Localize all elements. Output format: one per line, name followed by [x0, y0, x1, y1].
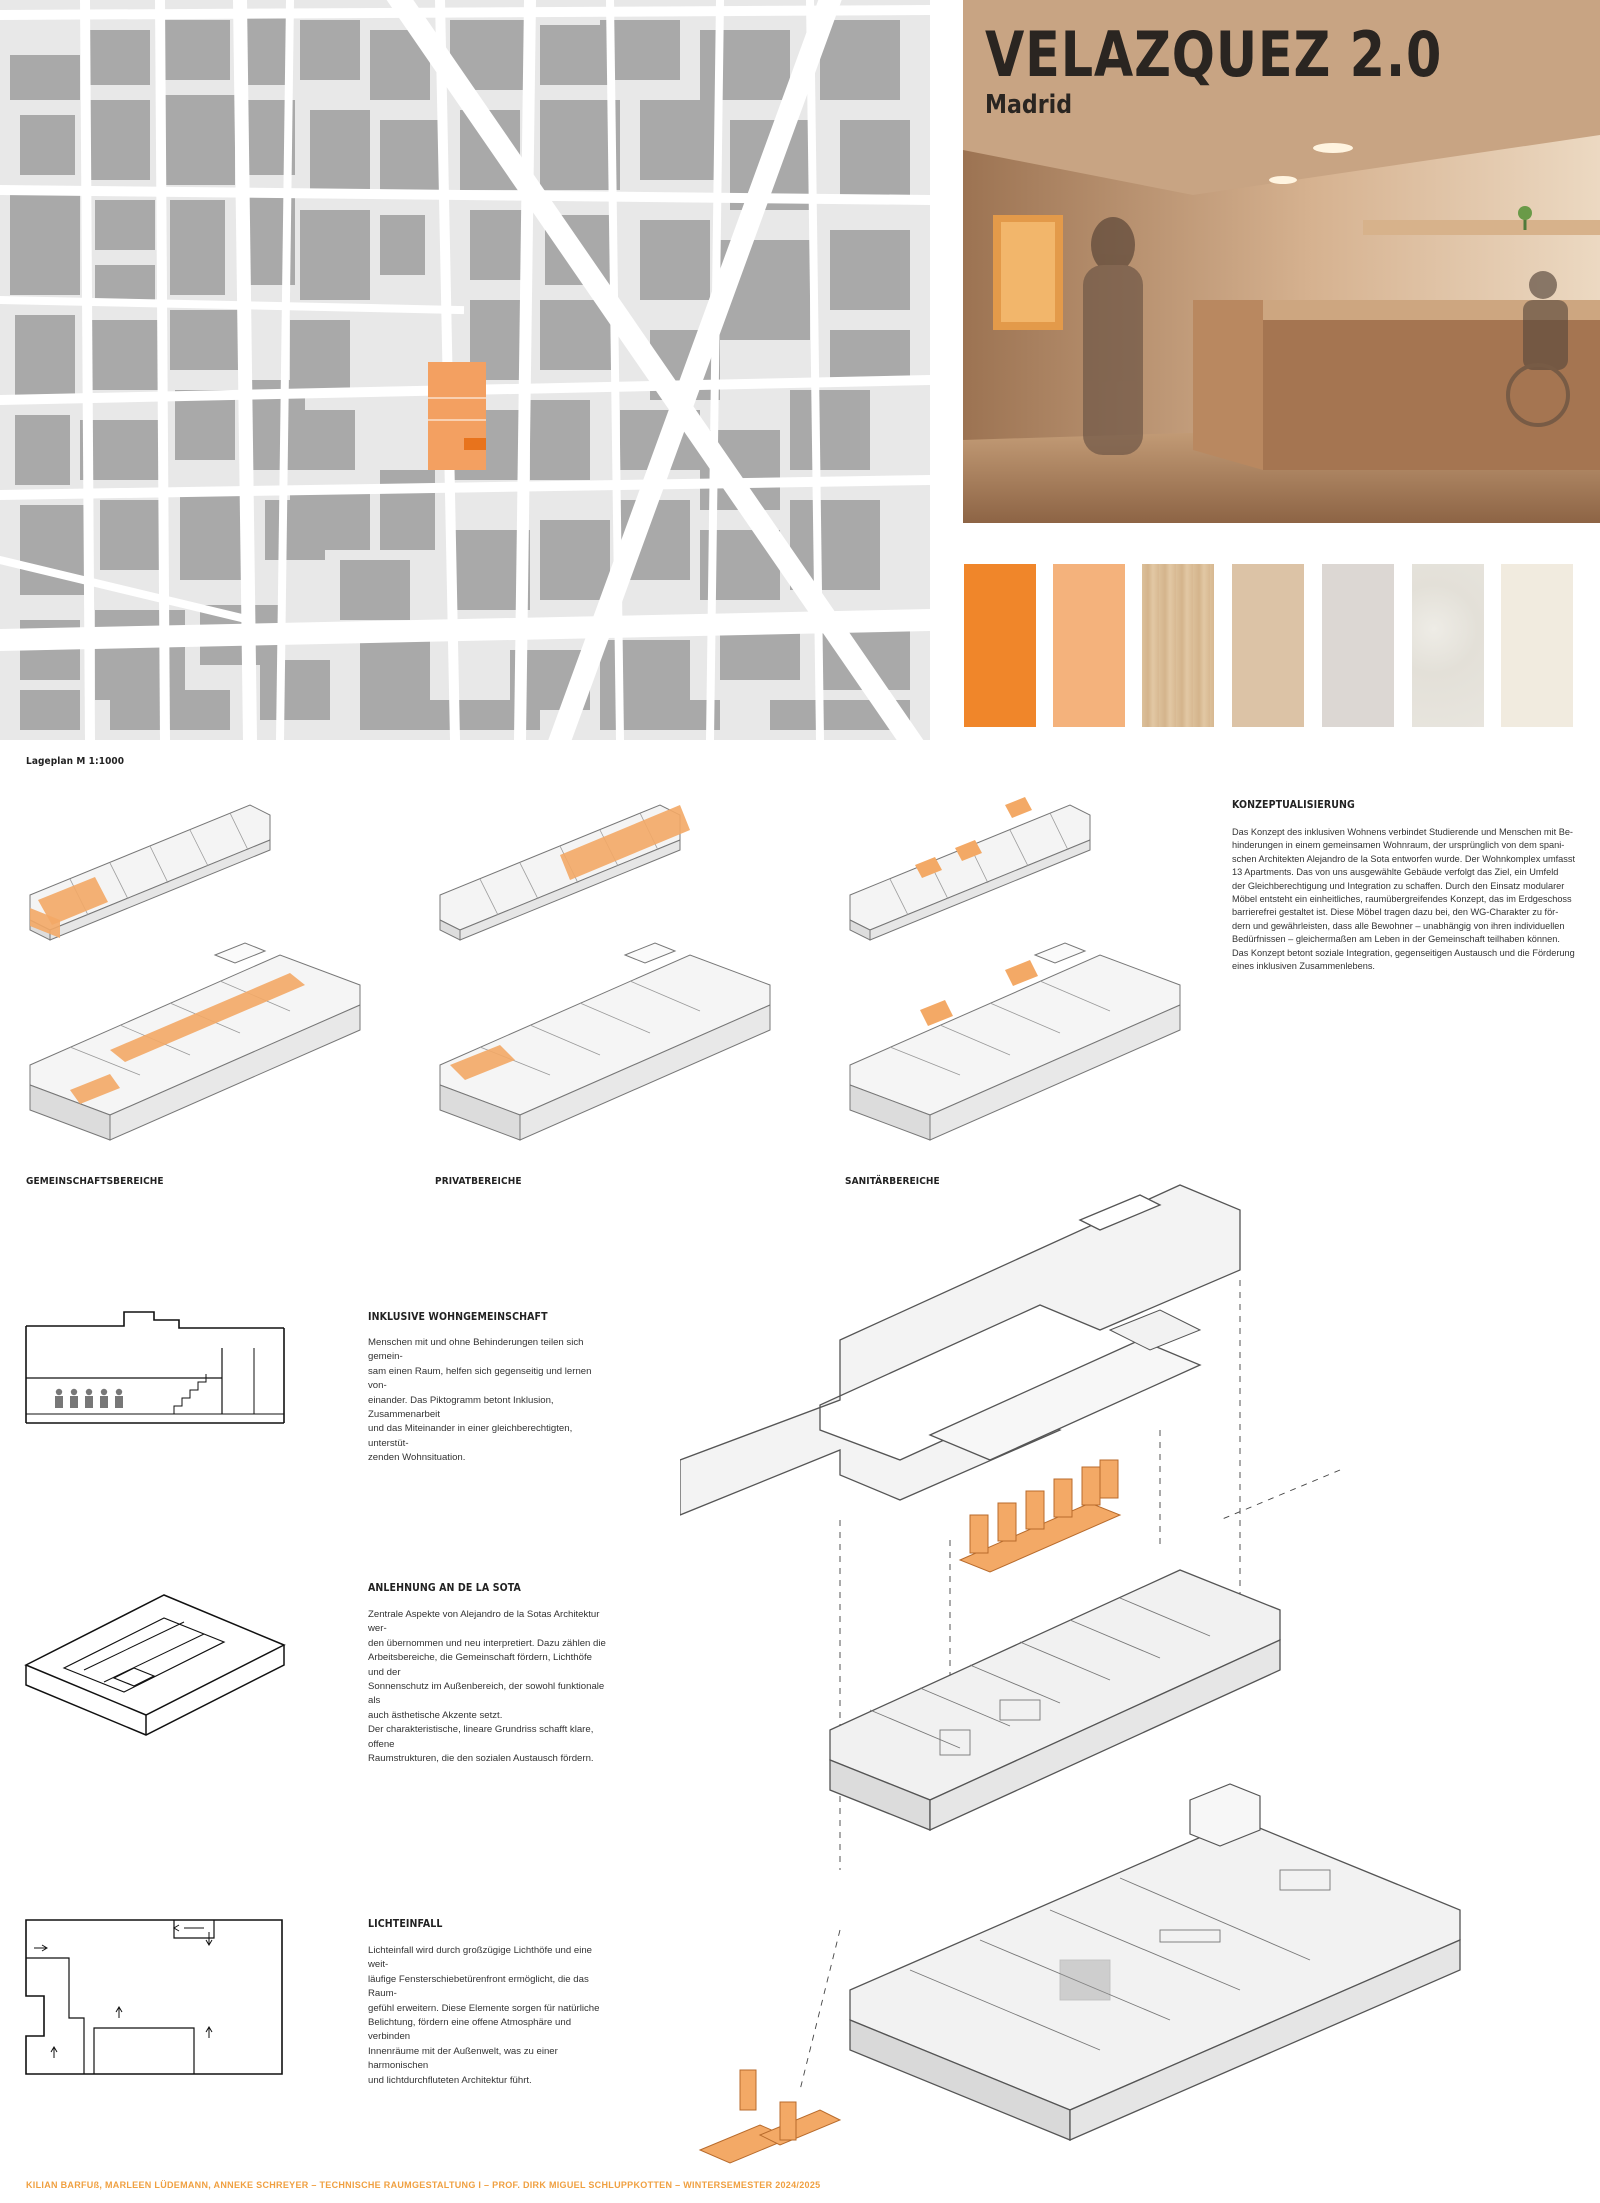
concept-text: Das Konzept des inklusiven Wohnens verbindet Studierende und Menschen mit Be- hinderungen in einem gemeinsamen Wohnraum, der ursprünglich von dem spani- schen Architekten Alejandro de la Sota entworfen wurde. Der Wohnkomplex umfasst 13 Apartments. Das von uns ausgewählte Gebäude verfolgt das Ziel, ein Umfeld der Gleichberechtigung und Integration zu schaffen. Durch den Einsatz modularer Möbel entsteht ein einheitliches, raumübergreifendes Konzept, das im Erdgeschoss barrierefrei gestaltet ist. Diese Möbel tragen dazu bei, den WG-Charakter zu för- dern und gewährleisten, dass alle Bewohner – unabhängig von ihren individuellen Bedürfnissen – gleichermaßen am Leben in der Gemeinschaft teilhaben können. Das Konzept betont soziale Integration, gegenseitigen Austausch und die Förderung eines inklusiven Zusammenlebens.	[1232, 827, 1576, 972]
swatch-light-orange	[1053, 564, 1125, 727]
site-plan-map	[0, 0, 930, 740]
section-1-heading: INKLUSIVE WOHNGEMEINSCHAFT	[368, 1311, 548, 1323]
swatch-cream	[1501, 564, 1573, 727]
page-title: VELAZQUEZ 2.0	[985, 18, 1443, 91]
label-private-areas: PRIVATBEREICHE	[435, 1176, 522, 1187]
section-2-text: Zentrale Aspekte von Alejandro de la Sotas Architektur wer- den übernommen und neu interpretiert. Dazu zählen die Arbeitsbereiche, die Gemeinschaft fördern, Lichthöfe und der Sonnenschutz im Außenbereich, der sowohl funktionale als auch ästhetische Akzente setzt. Der charakteristische, lineare Grundriss schafft klare, offene Raumstrukturen, die den sozialen Austausch fördern.	[368, 1609, 606, 1765]
swatch-stone	[1412, 564, 1484, 727]
daylight-floorplan-drawing	[24, 1918, 286, 2078]
inclusive-community-section-drawing	[24, 1308, 286, 1428]
label-common-areas: GEMEINSCHAFTSBEREICHE	[26, 1176, 164, 1187]
light-arrows	[34, 1925, 212, 2058]
exploded-axonometric	[680, 1170, 1600, 2180]
ground-floor-level	[850, 1784, 1460, 2140]
zoning-sanitary-areas	[850, 797, 1180, 1140]
modular-furniture-lower	[700, 2070, 840, 2163]
swatch-orange	[964, 564, 1036, 727]
de-la-sota-axonometric-drawing	[24, 1590, 286, 1740]
zoning-private-areas	[440, 805, 770, 1140]
swatch-oak-wood	[1142, 564, 1214, 727]
section-3-text: Lichteinfall wird durch großzügige Lichthöfe und eine weit- läufige Fensterschiebetürenfront ermöglicht, die das Raum- gefühl erweitern. Diese Elemente sorgen für natürliche Belichtung, fördern eine offene Atmosphäre und verbinden Innenräume mit der Außenwelt, was zu einer harmonischen und lichtdurchfluteten Architektur führt.	[368, 1945, 600, 2086]
zoning-diagrams	[0, 790, 1200, 1150]
footer-credits: KILIAN BARFUß, MARLEEN LÜDEMANN, ANNEKE SCHREYER – TECHNISCHE RAUMGESTALTUNG I – PROF. DIRK MIGUEL SCHLUPPKOTTEN – WINTERSEMESTER 2024/2025	[26, 2180, 821, 2190]
section-1-text: Menschen mit und ohne Behinderungen teilen sich gemein- sam einen Raum, helfen sich gegenseitig und lernen von- einander. Das Piktogramm betont Inklusion, Zusammenarbeit und das Miteinander in einer gleichberechtigten, unterstüt- zenden Wohnsituation.	[368, 1337, 592, 1464]
label-sanitary-areas: SANITÄRBEREICHE	[845, 1176, 940, 1187]
swatch-light-grey	[1322, 564, 1394, 727]
zoning-common-areas	[30, 805, 360, 1140]
modular-furniture-upper	[960, 1460, 1120, 1572]
people-pictogram	[55, 1389, 123, 1408]
roof-level	[680, 1185, 1240, 1515]
concept-heading: KONZEPTUALISIERUNG	[1232, 799, 1355, 811]
swatch-beige	[1232, 564, 1304, 727]
page-subtitle: Madrid	[985, 90, 1073, 120]
section-3-heading: LICHTEINFALL	[368, 1918, 443, 1930]
project-site	[428, 362, 486, 470]
site-plan	[0, 0, 930, 740]
section-2-heading: ANLEHNUNG AN DE LA SOTA	[368, 1582, 521, 1594]
site-plan-caption: Lageplan M 1:1000	[26, 756, 125, 767]
